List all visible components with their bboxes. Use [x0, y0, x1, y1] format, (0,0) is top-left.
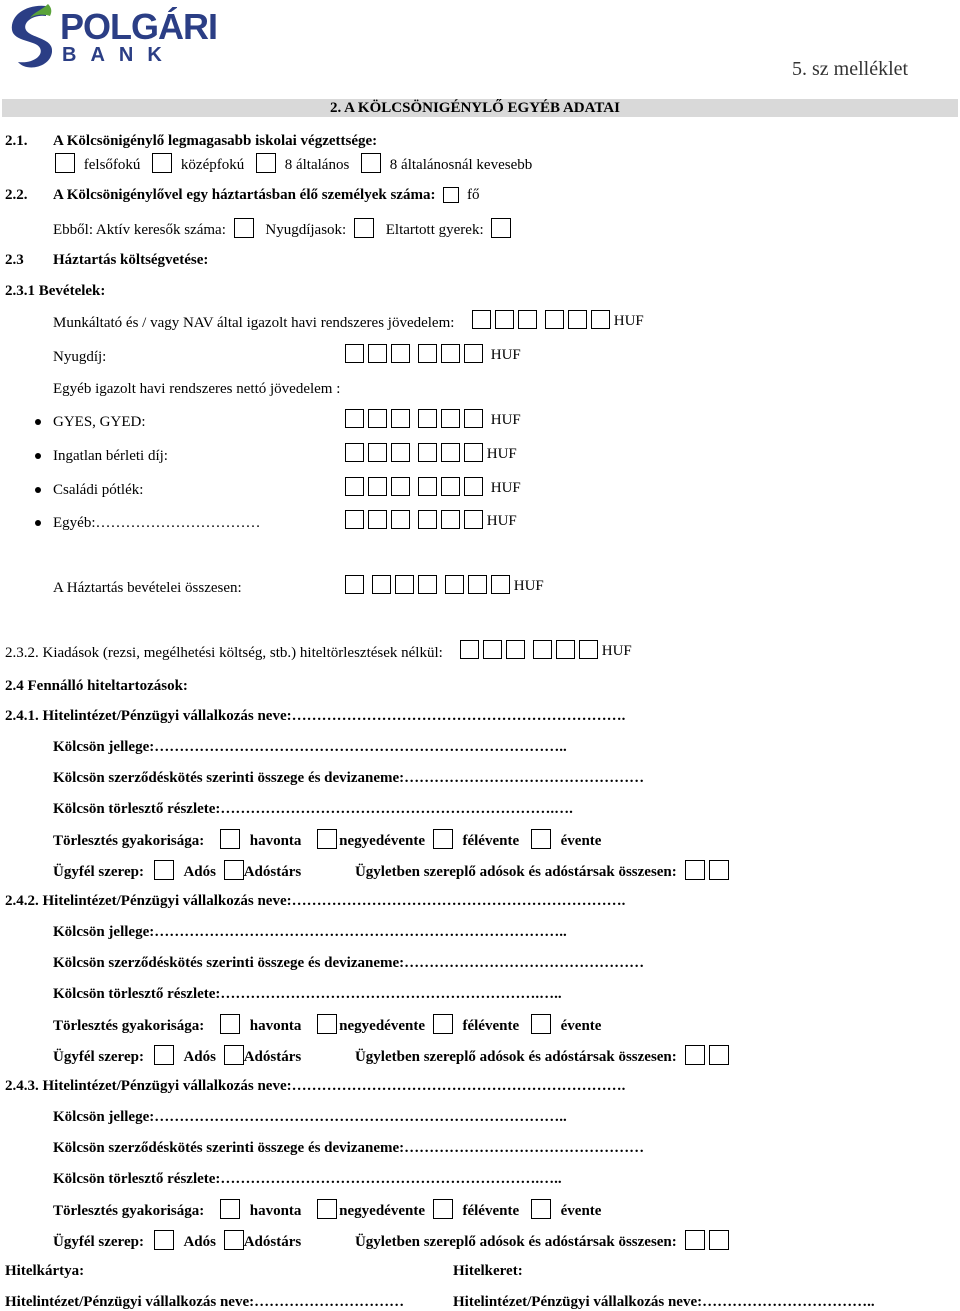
employer-income-label: Munkáltató és / vagy NAV által igazolt havi rendszeres jövedelem:	[53, 315, 455, 331]
loan-1-role-label: Ügyfél szerep:	[53, 864, 144, 880]
bullet-icon	[35, 419, 41, 425]
digit-box[interactable]	[391, 443, 410, 462]
digit-box[interactable]	[464, 477, 483, 496]
rental-currency: HUF	[486, 446, 517, 462]
loan-3-yearly-checkbox[interactable]	[531, 1199, 551, 1219]
other-item-label: Egyéb:……………………………	[53, 515, 261, 531]
loan-1-role-row	[53, 860, 729, 881]
loan-1-monthly-checkbox[interactable]	[220, 829, 240, 849]
loan-2-frequency-row	[53, 1014, 601, 1035]
digit-box[interactable]	[491, 575, 510, 594]
codebtor-option: Adóstárs	[243, 1234, 302, 1250]
employer-income-group-1	[472, 310, 537, 330]
employer-income-field	[472, 310, 644, 330]
pension-label: Nyugdíj:	[53, 349, 107, 365]
loan-2-halfyear-checkbox[interactable]	[433, 1014, 453, 1034]
bullet-icon	[35, 453, 41, 459]
debtor-option: Adós	[183, 864, 216, 880]
debtor-option: Adós	[183, 1234, 216, 1250]
digit-box[interactable]	[391, 344, 410, 363]
digit-box[interactable]	[395, 575, 414, 594]
education-option-higher: felsőfokú	[83, 157, 141, 173]
monthly-option: havonta	[249, 1203, 302, 1219]
education-option-secondary: középfokú	[180, 157, 245, 173]
credit-card-label: Hitelkártya:	[5, 1263, 85, 1279]
active-earners-label: Ebből: Aktív keresők száma:	[53, 222, 226, 238]
loan-3-monthly-checkbox[interactable]	[220, 1199, 240, 1219]
digit-box[interactable]	[418, 409, 437, 428]
digit-box[interactable]	[441, 510, 460, 529]
digit-box[interactable]	[368, 409, 387, 428]
quarterly-option: negyedévente	[339, 833, 425, 849]
education-option-primary: 8 általános	[284, 157, 350, 173]
household-count-box[interactable]	[443, 187, 459, 203]
quarterly-option: negyedévente	[339, 1203, 425, 1219]
expenses-field	[460, 640, 632, 660]
dependents-label: Eltartott gyerek:	[385, 222, 484, 238]
total-income-label: A Háztartás bevételei összesen:	[53, 580, 242, 596]
family-allowance-currency: HUF	[490, 480, 521, 496]
budget-number: 2.3	[5, 252, 24, 268]
education-checkbox-below-primary[interactable]	[361, 153, 381, 173]
loan-2-role-row	[53, 1045, 729, 1066]
digit-box[interactable]	[418, 443, 437, 462]
loan-3-codebtor-checkbox[interactable]	[224, 1230, 244, 1250]
household-row	[53, 186, 479, 204]
digit-box[interactable]	[441, 443, 460, 462]
loan-1-frequency-label: Törlesztés gyakorisága:	[53, 833, 205, 849]
loan-1-quarterly-checkbox[interactable]	[317, 829, 337, 849]
loan-2-yearly-checkbox[interactable]	[531, 1014, 551, 1034]
logo-text-polgari: POLGÁRI	[60, 6, 218, 47]
pensioners-label: Nyugdíjasok:	[265, 222, 347, 238]
gyes-currency: HUF	[490, 412, 521, 428]
digit-box[interactable]	[391, 477, 410, 496]
digit-box[interactable]	[460, 640, 479, 659]
employer-income-currency: HUF	[613, 313, 644, 329]
digit-box[interactable]	[483, 640, 502, 659]
digit-box[interactable]	[545, 310, 564, 329]
loan-3-frequency-row	[53, 1199, 601, 1220]
loan-1-nature: Kölcsön jellege:………………………………………………………………………..	[53, 739, 567, 755]
halfyear-option: félévente	[462, 1018, 520, 1034]
debtor-option: Adós	[183, 1049, 216, 1065]
education-label: A Kölcsönigénylő legmagasabb iskolai végzettsége:	[53, 133, 378, 149]
household-breakdown	[53, 218, 511, 239]
digit-box[interactable]	[345, 443, 364, 462]
digit-box[interactable]	[464, 409, 483, 428]
digit-box[interactable]	[441, 344, 460, 363]
other-item-currency: HUF	[486, 513, 517, 529]
expenses-label: 2.3.2. Kiadások (rezsi, megélhetési költség, stb.) hiteltörlesztések nélkül:	[5, 645, 443, 661]
digit-box[interactable]	[506, 640, 525, 659]
household-label: A Kölcsönigénylővel egy háztartásban élő személyek száma:	[53, 187, 436, 203]
digit-box[interactable]	[368, 344, 387, 363]
digit-box[interactable]	[441, 477, 460, 496]
loan-1-title: 2.4.1. Hitelintézet/Pénzügyi vállalkozás neve:………………………………………………………….	[5, 708, 626, 724]
quarterly-option: negyedévente	[339, 1018, 425, 1034]
digit-box[interactable]	[368, 510, 387, 529]
digit-box[interactable]	[418, 510, 437, 529]
logo-text-bank: BANK	[62, 44, 176, 66]
loan-1-participants-box[interactable]	[685, 860, 705, 880]
pension-field	[345, 344, 521, 364]
gyes-field	[345, 409, 521, 429]
digit-box[interactable]	[533, 640, 552, 659]
income-heading: 2.3.1 Bevételek:	[5, 283, 106, 299]
family-allowance-label: Családi pótlék:	[53, 482, 144, 498]
total-income-field	[345, 575, 544, 595]
digit-box[interactable]	[345, 477, 364, 496]
family-allowance-field	[345, 477, 521, 497]
loan-1-yearly-checkbox[interactable]	[531, 829, 551, 849]
digit-box[interactable]	[372, 575, 391, 594]
loan-2-codebtor-checkbox[interactable]	[224, 1045, 244, 1065]
loan-3-participants-box[interactable]	[709, 1230, 729, 1250]
loan-2-debtor-checkbox[interactable]	[154, 1045, 174, 1065]
total-income-currency: HUF	[513, 578, 544, 594]
digit-box[interactable]	[368, 443, 387, 462]
logo-swirl-icon	[6, 2, 56, 74]
digit-box[interactable]	[568, 310, 587, 329]
codebtor-option: Adóstárs	[243, 1049, 302, 1065]
bullet-icon	[35, 487, 41, 493]
codebtor-option: Adóstárs	[243, 864, 302, 880]
digit-box[interactable]	[418, 477, 437, 496]
active-earners-box[interactable]	[234, 218, 254, 238]
budget-label: Háztartás költségvetése:	[53, 252, 209, 268]
loan-3-halfyear-checkbox[interactable]	[433, 1199, 453, 1219]
education-option-below-primary: 8 általánosnál kevesebb	[389, 157, 533, 173]
halfyear-option: félévente	[462, 833, 520, 849]
digit-box[interactable]	[579, 640, 598, 659]
expenses-currency: HUF	[601, 643, 632, 659]
loan-3-title: 2.4.3. Hitelintézet/Pénzügyi vállalkozás neve:………………………………………………………….	[5, 1078, 626, 1094]
loan-2-monthly-checkbox[interactable]	[220, 1014, 240, 1034]
loan-3-amount: Kölcsön szerződéskötés szerinti összege és devizaneme:…………………………………………	[53, 1140, 645, 1156]
other-item-field	[345, 510, 517, 530]
loan-3-quarterly-checkbox[interactable]	[317, 1199, 337, 1219]
digit-box[interactable]	[391, 409, 410, 428]
digit-box[interactable]	[464, 443, 483, 462]
digit-box[interactable]	[418, 344, 437, 363]
digit-box[interactable]	[445, 575, 464, 594]
loan-2-participants-label: Ügyletben szereplő adósok és adóstársak összesen:	[354, 1049, 677, 1065]
section-title: 2. A KÖLCSÖNIGÉNYLŐ EGYÉB ADATAI	[330, 100, 620, 116]
monthly-option: havonta	[249, 833, 302, 849]
digit-box[interactable]	[441, 409, 460, 428]
digit-box[interactable]	[345, 575, 364, 594]
yearly-option: évente	[560, 1203, 602, 1219]
education-options	[55, 153, 532, 174]
digit-box[interactable]	[464, 344, 483, 363]
loan-1-debtor-checkbox[interactable]	[154, 860, 174, 880]
loan-2-participants-box[interactable]	[685, 1045, 705, 1065]
other-income-label: Egyéb igazolt havi rendszeres nettó jövedelem :	[53, 381, 341, 397]
loan-2-participants-box[interactable]	[709, 1045, 729, 1065]
annex-label: 5. sz melléklet	[792, 58, 909, 80]
digit-box[interactable]	[518, 310, 537, 329]
loan-2-title: 2.4.2. Hitelintézet/Pénzügyi vállalkozás neve:………………………………………………………….	[5, 893, 626, 909]
debts-heading: 2.4 Fennálló hiteltartozások:	[5, 678, 188, 694]
monthly-option: havonta	[249, 1018, 302, 1034]
employer-income-group-2	[545, 310, 610, 330]
loan-3-role-row	[53, 1230, 729, 1251]
loan-3-role-label: Ügyfél szerep:	[53, 1234, 144, 1250]
pensioners-box[interactable]	[354, 218, 374, 238]
household-unit: fő	[466, 187, 480, 203]
loan-2-role-label: Ügyfél szerep:	[53, 1049, 144, 1065]
household-number: 2.2.	[5, 187, 28, 203]
loan-3-frequency-label: Törlesztés gyakorisága:	[53, 1203, 205, 1219]
loan-3-installment: Kölcsön törlesztő részlete:……………………………………………………….…..	[53, 1171, 562, 1187]
loan-2-installment: Kölcsön törlesztő részlete:……………………………………………………….…..	[53, 986, 562, 1002]
loan-3-debtor-checkbox[interactable]	[154, 1230, 174, 1250]
loan-2-nature: Kölcsön jellege:………………………………………………………………………..	[53, 924, 567, 940]
loan-2-frequency-label: Törlesztés gyakorisága:	[53, 1018, 205, 1034]
digit-box[interactable]	[468, 575, 487, 594]
credit-card-institution: Hitelintézet/Pénzügyi vállalkozás neve:…………………………	[5, 1294, 405, 1310]
digit-box[interactable]	[495, 310, 514, 329]
rental-label: Ingatlan bérleti díj:	[53, 448, 168, 464]
loan-3-nature: Kölcsön jellege:………………………………………………………………………..	[53, 1109, 567, 1125]
pension-currency: HUF	[490, 347, 521, 363]
education-number: 2.1.	[5, 133, 28, 149]
digit-box[interactable]	[464, 510, 483, 529]
digit-box[interactable]	[418, 575, 437, 594]
loan-1-codebtor-checkbox[interactable]	[224, 860, 244, 880]
rental-field	[345, 443, 517, 463]
dependents-box[interactable]	[491, 218, 511, 238]
digit-box[interactable]	[345, 344, 364, 363]
loan-2-amount: Kölcsön szerződéskötés szerinti összege és devizaneme:…………………………………………	[53, 955, 645, 971]
loan-1-installment: Kölcsön törlesztő részlete:………………………………………………………….….	[53, 801, 573, 817]
digit-box[interactable]	[345, 409, 364, 428]
digit-box[interactable]	[345, 510, 364, 529]
education-checkbox-secondary[interactable]	[152, 153, 172, 173]
bank-logo	[6, 2, 218, 74]
loan-3-participants-box[interactable]	[685, 1230, 705, 1250]
loan-1-participants-box[interactable]	[709, 860, 729, 880]
loan-3-participants-label: Ügyletben szereplő adósok és adóstársak összesen:	[354, 1234, 677, 1250]
education-checkbox-primary[interactable]	[256, 153, 276, 173]
loan-1-halfyear-checkbox[interactable]	[433, 829, 453, 849]
digit-box[interactable]	[391, 510, 410, 529]
halfyear-option: félévente	[462, 1203, 520, 1219]
digit-box[interactable]	[368, 477, 387, 496]
loan-1-frequency-row	[53, 829, 601, 850]
bullet-icon	[35, 520, 41, 526]
digit-box[interactable]	[591, 310, 610, 329]
digit-box[interactable]	[472, 310, 491, 329]
yearly-option: évente	[560, 833, 602, 849]
digit-box[interactable]	[556, 640, 575, 659]
loan-2-quarterly-checkbox[interactable]	[317, 1014, 337, 1034]
credit-line-label: Hitelkeret:	[453, 1263, 523, 1279]
education-checkbox-higher[interactable]	[55, 153, 75, 173]
gyes-label: GYES, GYED:	[53, 414, 146, 430]
loan-1-amount: Kölcsön szerződéskötés szerinti összege és devizaneme:…………………………………………	[53, 770, 645, 786]
loan-1-participants-label: Ügyletben szereplő adósok és adóstársak összesen:	[354, 864, 677, 880]
credit-line-institution: Hitelintézet/Pénzügyi vállalkozás neve:……………………………..	[453, 1294, 875, 1310]
yearly-option: évente	[560, 1018, 602, 1034]
